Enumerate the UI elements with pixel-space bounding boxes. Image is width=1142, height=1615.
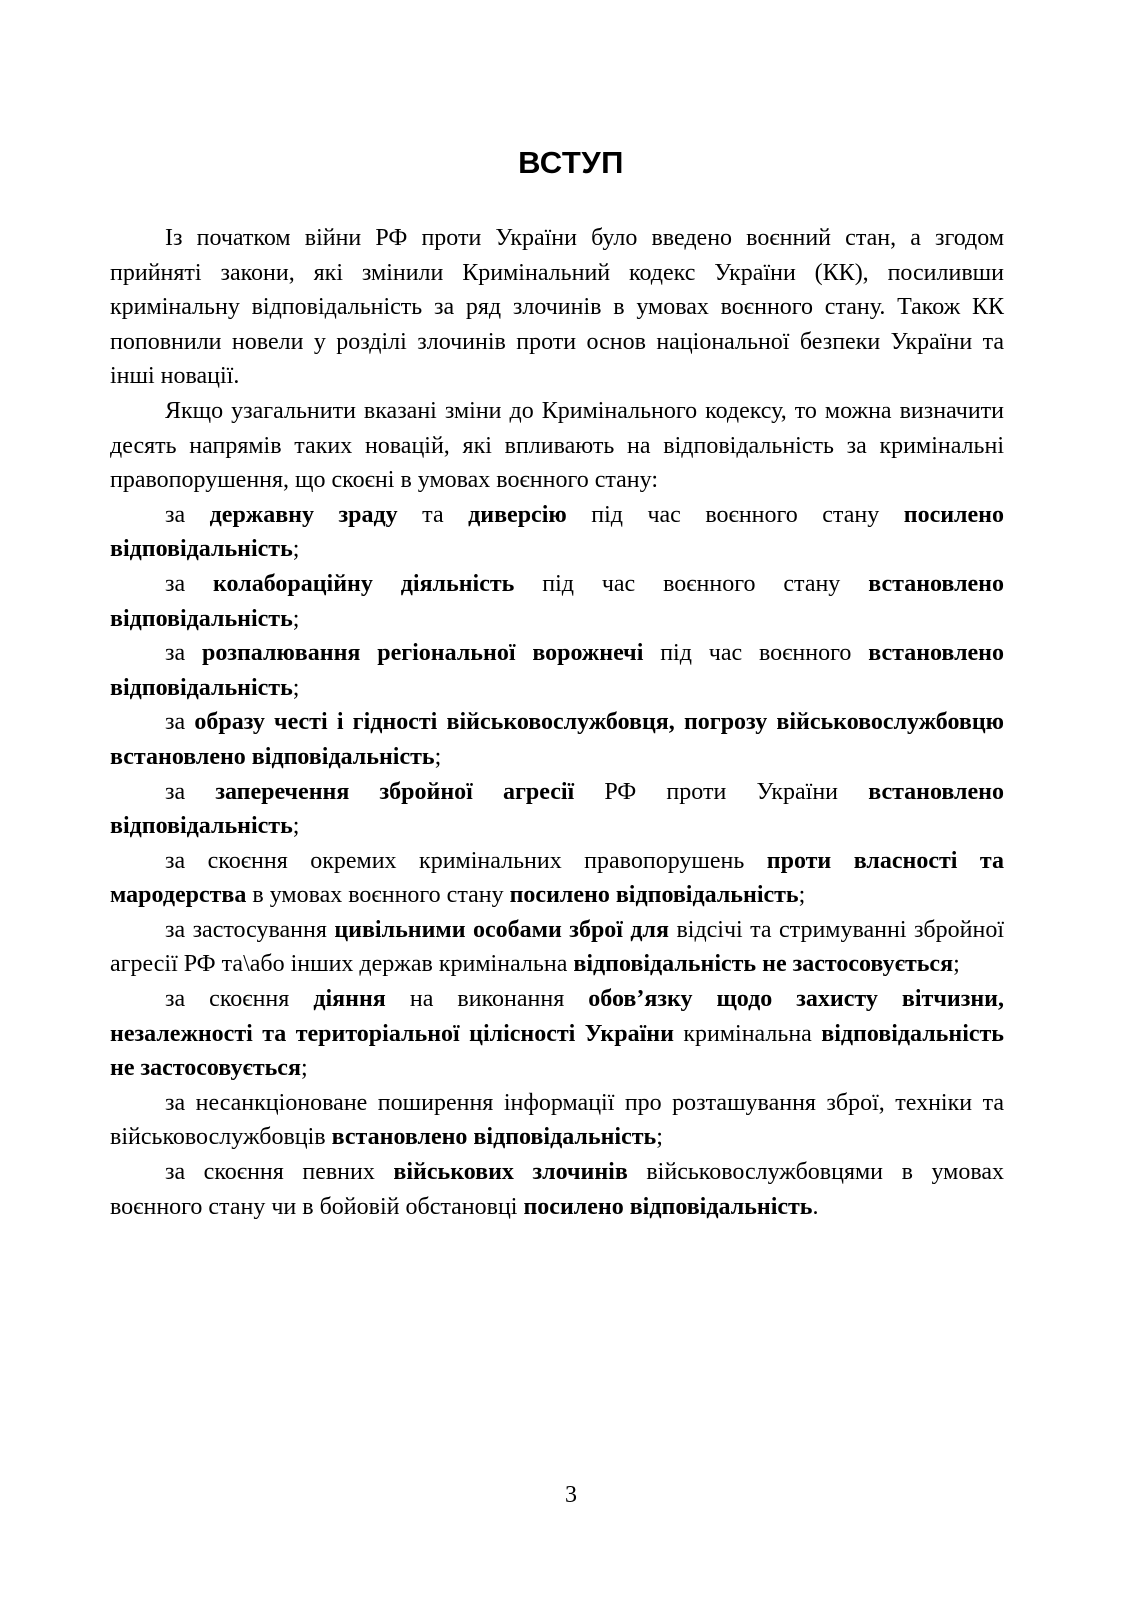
- page-title: ВСТУП: [518, 145, 624, 180]
- paragraph: [110, 636, 1004, 705]
- text-run: за: [165, 640, 202, 667]
- paragraph: [110, 221, 1004, 394]
- paragraph: [110, 844, 1004, 913]
- bold-text-run: військових злочинів: [393, 1159, 628, 1186]
- paragraph: [110, 1155, 1004, 1224]
- text-run: ;: [292, 605, 300, 632]
- bold-text-run: колабораційну діяльність: [213, 570, 515, 597]
- text-run: за скоєння окремих кримінальних правопорушень: [165, 847, 767, 874]
- text-run: за: [165, 709, 195, 736]
- bold-text-run: встановлено відповідальність: [110, 640, 1005, 701]
- paragraph: [110, 1086, 1004, 1155]
- paragraph: [110, 913, 1004, 982]
- page-number: 3: [565, 1482, 577, 1508]
- bold-text-run: обов’язку щодо захисту вітчизни, незалежності та територіальної цілісності України: [110, 986, 1004, 1047]
- bold-text-run: проти власності та мародерства: [110, 847, 1004, 909]
- text-run: кримінальна: [673, 1020, 822, 1047]
- paragraph: [110, 775, 1004, 844]
- text-run: ;: [300, 1055, 308, 1082]
- paragraph: [110, 394, 1004, 498]
- text-run: відсічі та стримуванні збройної агресії РФ та\або інших держав кримінальна: [110, 916, 1005, 978]
- text-run: в умовах воєнного стану: [246, 882, 510, 909]
- text-run: за скоєння певних: [165, 1159, 394, 1186]
- text-run: .: [812, 1193, 819, 1220]
- text-run: ;: [434, 743, 442, 770]
- document-body: [110, 221, 1004, 1224]
- bold-text-run: державну зраду: [209, 501, 398, 528]
- text-run: та: [397, 501, 469, 528]
- text-run: ;: [798, 882, 806, 909]
- text-run: ;: [656, 1124, 663, 1151]
- text-run: на виконання: [385, 986, 589, 1013]
- bold-text-run: встановлено відповідальність: [110, 570, 1005, 632]
- bold-text-run: відповідальність не застосовується: [573, 951, 954, 978]
- paragraph: [110, 705, 1004, 774]
- bold-text-run: образу честі і гідності військовослужбовця, погрозу військовослужбовцю встановлено відповідальність: [110, 709, 1004, 770]
- text-run: ;: [292, 536, 300, 563]
- text-run: під час воєнного стану: [514, 570, 869, 597]
- text-run: за: [165, 570, 214, 597]
- text-run: під час воєнного стану: [566, 501, 904, 528]
- paragraph: [110, 982, 1004, 1086]
- bold-text-run: посилено відповідальність: [110, 501, 1004, 563]
- text-run: за застосування: [165, 916, 335, 943]
- bold-text-run: диверсію: [468, 501, 567, 528]
- text-run: за несанкціоноване поширення інформації про розташування зброї, техніки та військовослужбовців: [110, 1089, 1004, 1151]
- paragraph: [110, 498, 1004, 567]
- text-run: ;: [292, 674, 300, 701]
- text-run: ;: [953, 951, 960, 978]
- text-run: ;: [292, 813, 300, 840]
- text-run: Якщо узагальнити вказані зміни до Кримінального кодексу, то можна визначити десять напрямів таких новацій, які впливають на відповідальність за кримінальні правопорушення, що скоєні в умовах воєнного стану:: [110, 397, 1004, 494]
- bold-text-run: діяння: [313, 986, 386, 1013]
- bold-text-run: заперечення збройної агресії: [215, 778, 575, 805]
- text-run: за скоєння: [165, 986, 314, 1013]
- paragraph: [110, 567, 1004, 636]
- text-run: під час воєнного: [643, 640, 869, 667]
- bold-text-run: встановлено відповідальність: [110, 778, 1004, 840]
- bold-text-run: посилено відповідальність: [509, 882, 799, 909]
- bold-text-run: встановлено відповідальність: [331, 1124, 657, 1151]
- bold-text-run: цивільними особами зброї для: [334, 916, 669, 943]
- text-run: за: [165, 778, 216, 805]
- text-run: РФ проти України: [574, 778, 869, 805]
- text-run: військовослужбовцями в умовах воєнного стану чи в бойовій обстановці: [110, 1159, 1004, 1220]
- bold-text-run: посилено відповідальність: [523, 1193, 813, 1220]
- text-run: Із початком війни РФ проти України було введено воєнний стан, а згодом прийняті закони, які змінили Кримінальний кодекс України (КК), посиливши кримінальну відповідальність за ряд злочинів в умовах воєнного стану. Також КК поповнили новели у розділі злочинів проти основ національної безпеки України та інші новації.: [110, 225, 1004, 390]
- text-run: за: [165, 501, 210, 528]
- bold-text-run: відповідальність не застосовується: [110, 1020, 1004, 1082]
- bold-text-run: розпалювання регіональної ворожнечі: [201, 640, 644, 667]
